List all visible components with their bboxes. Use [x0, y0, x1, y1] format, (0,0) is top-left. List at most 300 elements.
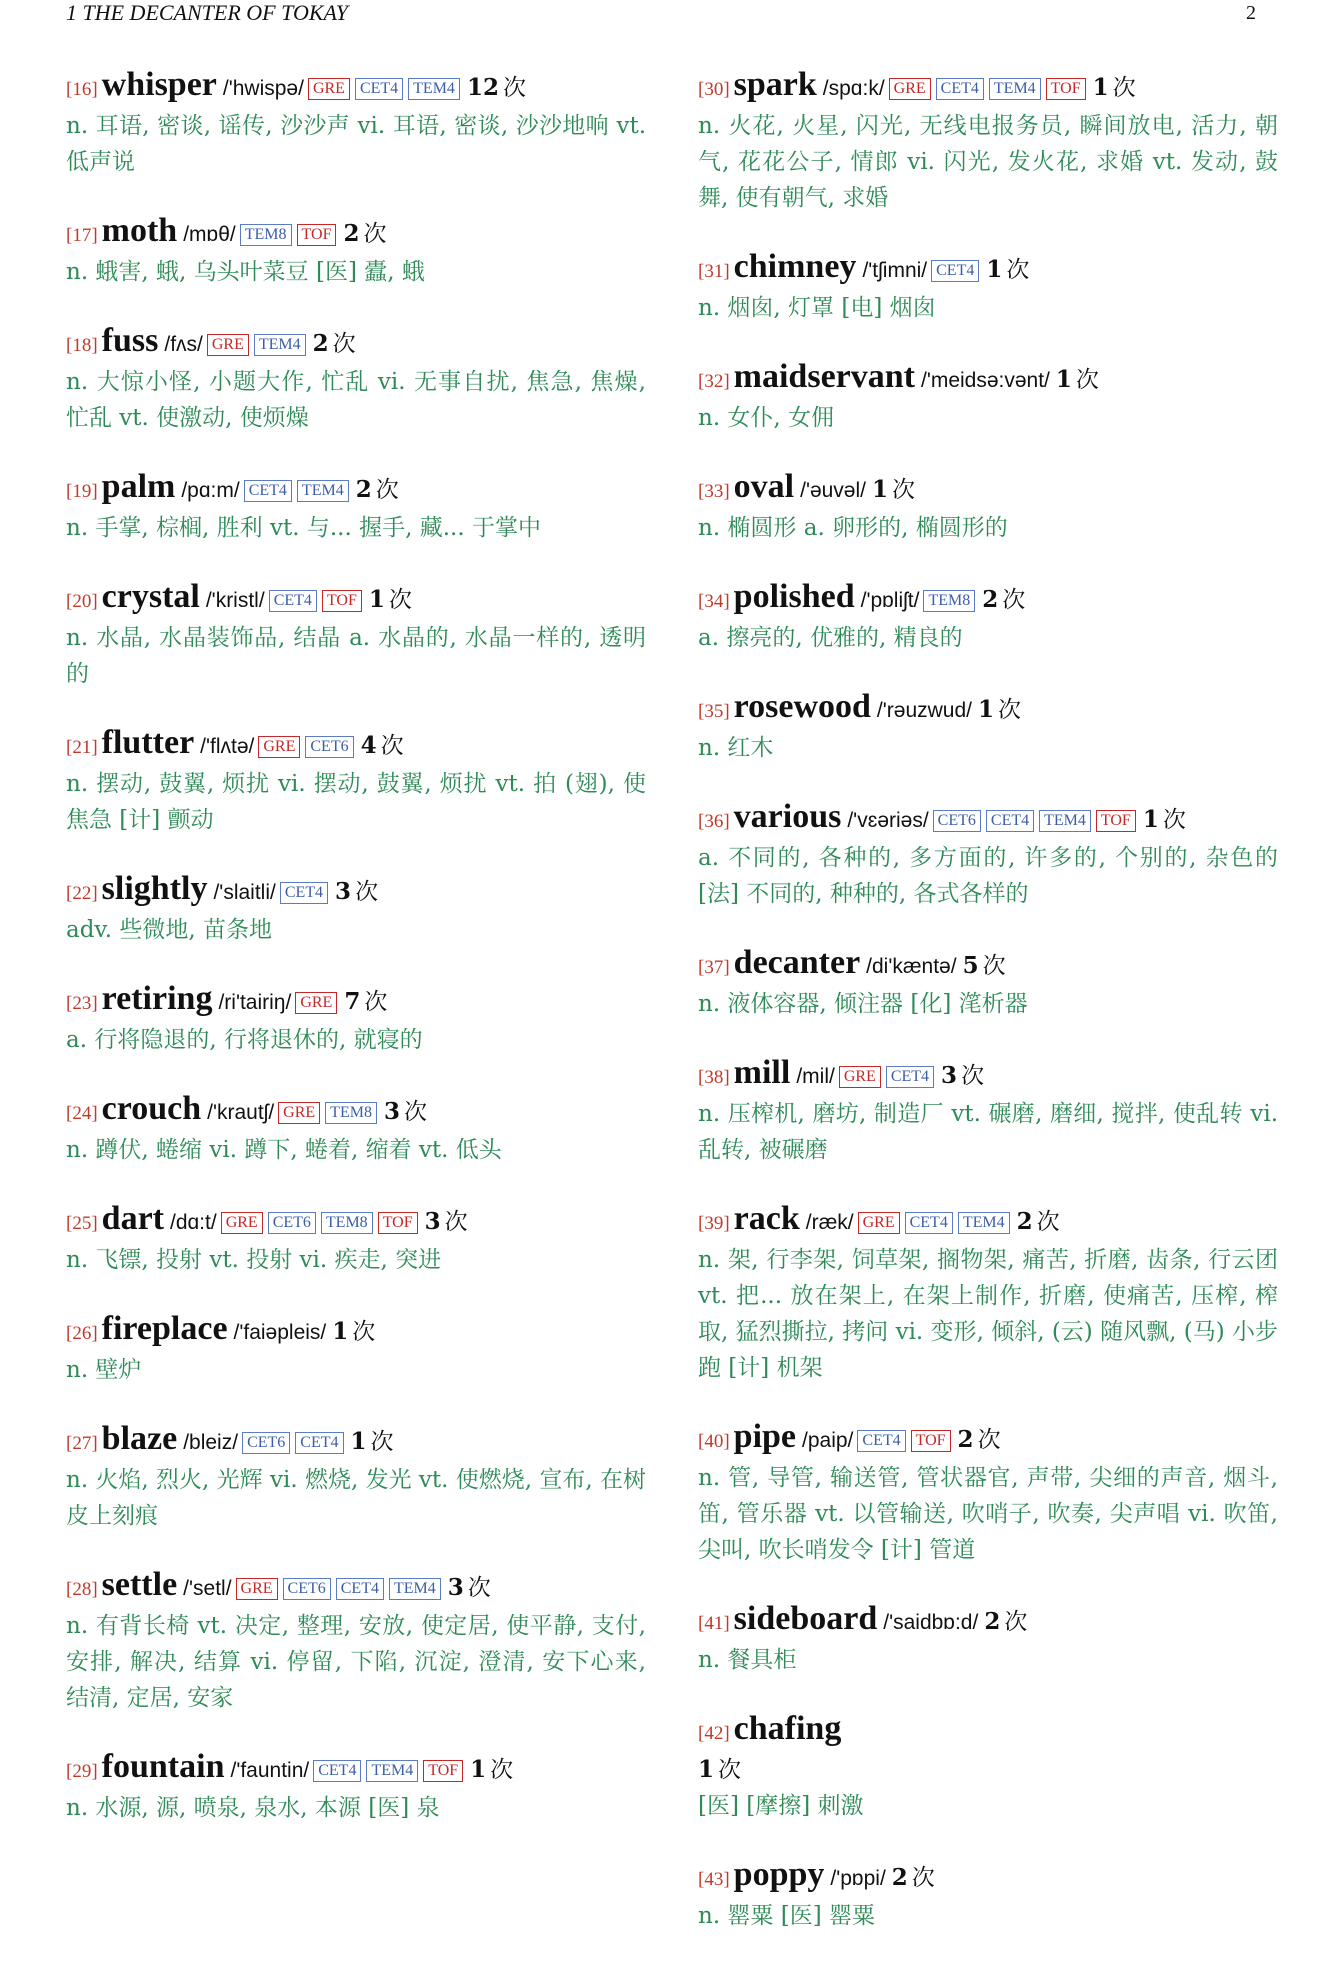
exam-tag-cet4: CET4: [857, 1430, 905, 1452]
exam-tag-gre: GRE: [207, 334, 249, 356]
count-number: 3: [335, 878, 352, 905]
headword: palm: [101, 468, 176, 505]
phonetic: /'slaitli/: [213, 881, 276, 904]
exam-tag-tof: TOF: [297, 224, 337, 246]
count-unit: 次: [977, 1427, 1001, 1453]
entry-number: [30]: [698, 79, 730, 100]
count-number: 5: [962, 952, 979, 979]
exam-tag-gre: GRE: [308, 78, 350, 100]
exam-tag-gre: GRE: [221, 1212, 263, 1234]
exam-tag-tem4: TEM4: [366, 1760, 418, 1782]
exam-tag-tem8: TEM8: [321, 1212, 373, 1234]
count-unit: 次: [961, 1063, 985, 1089]
exam-tag-tem4: TEM4: [1039, 810, 1091, 832]
exam-tag-tem4: TEM4: [958, 1212, 1010, 1234]
phonetic: /'pɒpi/: [830, 1867, 886, 1890]
headword-line: [66, 866, 646, 912]
occurrence-count: [344, 979, 387, 1025]
definition: a. 不同的, 各种的, 多方面的, 许多的, 个别的, 杂色的 [法] 不同的, 种种的, 各式各样的: [698, 845, 1278, 907]
count-number: 2: [312, 330, 329, 357]
vocab-entry: [66, 1744, 646, 1826]
headword: crouch: [101, 1090, 202, 1127]
occurrence-count: [1017, 1199, 1060, 1245]
definition: n. 蹲伏, 蜷缩 vi. 蹲下, 蜷着, 缩着 vt. 低头: [66, 1137, 502, 1163]
definition: a. 行将隐退的, 行将退休的, 就寝的: [66, 1027, 423, 1053]
count-number: 1: [1055, 366, 1072, 393]
exam-tag-tof: TOF: [423, 1760, 463, 1782]
phonetic: /mɒθ/: [183, 223, 236, 246]
occurrence-count: [941, 1053, 984, 1099]
definition: [医] [摩擦] 刺激: [698, 1793, 864, 1819]
occurrence-count: [467, 65, 526, 111]
vocab-entry: [66, 866, 646, 948]
headword: pipe: [733, 1418, 797, 1455]
exam-tag-cet4: CET4: [931, 260, 979, 282]
occurrence-count: [982, 577, 1025, 623]
exam-tag-tem8: TEM8: [240, 224, 292, 246]
vocab-entry: [698, 62, 1278, 216]
exam-tag-gre: GRE: [278, 1102, 320, 1124]
occurrence-count: [470, 1747, 513, 1793]
count-number: 12: [466, 74, 499, 101]
headword-line: [66, 1416, 646, 1462]
occurrence-count: [698, 1752, 1278, 1788]
definition: n. 红木: [698, 735, 774, 761]
phonetic: /'vɛəriəs/: [847, 809, 929, 832]
definition: n. 罂粟 [医] 罂粟: [698, 1903, 876, 1929]
definition: n. 火焰, 烈火, 光辉 vi. 燃烧, 发光 vt. 使燃烧, 宣布, 在树皮上刻痕: [66, 1467, 646, 1529]
vocab-entry: [66, 1306, 646, 1388]
entry-number: [20]: [66, 591, 98, 612]
entry-number: [42]: [698, 1723, 730, 1744]
entry-number: [25]: [66, 1213, 98, 1234]
phonetic: /bleiz/: [183, 1431, 239, 1454]
occurrence-count: [351, 1419, 394, 1465]
count-number: 1: [350, 1428, 367, 1455]
exam-tag-tof: TOF: [1046, 78, 1086, 100]
count-number: 2: [984, 1608, 1001, 1635]
exam-tag-cet6: CET6: [283, 1578, 331, 1600]
vocab-entry: [66, 574, 646, 692]
headword-line: [698, 574, 1278, 620]
count-unit: 次: [892, 477, 916, 503]
phonetic: /spɑ:k/: [822, 77, 885, 100]
phonetic: /mil/: [796, 1065, 835, 1088]
count-unit: 次: [363, 221, 387, 247]
headword-line: [698, 62, 1278, 108]
exam-tag-gre: GRE: [295, 992, 337, 1014]
exam-tag-cet4: CET4: [905, 1212, 953, 1234]
vocab-entry: [698, 1706, 1278, 1824]
count-unit: 次: [388, 587, 412, 613]
headword-line: [698, 1414, 1278, 1460]
headword-line: [66, 1562, 646, 1608]
occurrence-count: [343, 211, 386, 257]
phonetic: /'hwispə/: [222, 77, 304, 100]
exam-tag-gre: GRE: [858, 1212, 900, 1234]
headword: maidservant: [733, 358, 915, 395]
definition: adv. 些微地, 苗条地: [66, 917, 272, 943]
occurrence-count: [332, 1309, 375, 1355]
count-unit: 次: [1002, 587, 1026, 613]
occurrence-count: [984, 1599, 1027, 1645]
entry-number: [24]: [66, 1103, 98, 1124]
headword-line: [66, 976, 646, 1022]
occurrence-count: [1093, 65, 1136, 111]
occurrence-count: [425, 1199, 468, 1245]
count-unit: 次: [490, 1757, 514, 1783]
exam-tag-cet6: CET6: [933, 810, 981, 832]
exam-tag-tof: TOF: [911, 1430, 951, 1452]
headword: slightly: [101, 870, 208, 907]
definition: n. 压榨机, 磨坊, 制造厂 vt. 碾磨, 磨细, 搅拌, 使乱转 vi. 乱转, 被碾磨: [698, 1101, 1278, 1163]
entry-number: [41]: [698, 1613, 730, 1634]
exam-tag-cet4: CET4: [336, 1578, 384, 1600]
entry-number: [40]: [698, 1431, 730, 1452]
exam-tag-cet4: CET4: [986, 810, 1034, 832]
headword-line: [66, 574, 646, 620]
entry-number: [37]: [698, 957, 730, 978]
definition: n. 架, 行李架, 饲草架, 搁物架, 痛苦, 折磨, 齿条, 行云团 vt. 把... 放在架上, 在架上制作, 折磨, 使痛苦, 压榨, 榨取, 猛烈撕拉, 拷问 vi. 变形, 倾斜, (云) 随风飘, (马) 小步跑 [计] 机架: [698, 1247, 1278, 1381]
count-unit: 次: [370, 1429, 394, 1455]
count-number: 2: [343, 220, 360, 247]
count-unit: 次: [1112, 75, 1136, 101]
vocab-entry: [66, 976, 646, 1058]
vocab-entry: [698, 1852, 1278, 1934]
count-number: 3: [447, 1574, 464, 1601]
count-number: 1: [368, 586, 385, 613]
definition: n. 摆动, 鼓翼, 烦扰 vi. 摆动, 鼓翼, 烦扰 vt. 拍 (翅), 使焦急 [计] 颤动: [66, 771, 646, 833]
count-unit: 次: [444, 1209, 468, 1235]
vocab-entry: [698, 1414, 1278, 1568]
phonetic: /'faiəpleis/: [233, 1321, 327, 1344]
exam-tag-tem4: TEM4: [254, 334, 306, 356]
headword: flutter: [101, 724, 195, 761]
phonetic: /'meidsə:vənt/: [920, 369, 1050, 392]
entry-number: [22]: [66, 883, 98, 904]
page-number: 2: [1246, 2, 1256, 24]
definition: n. 蛾害, 蛾, 乌头叶菜豆 [医] 蠹, 蛾: [66, 259, 425, 285]
phonetic: /'saidbɒ:d/: [883, 1611, 979, 1634]
occurrence-count: [892, 1855, 935, 1901]
definition: n. 有背长椅 vt. 决定, 整理, 安放, 使定居, 使平静, 支付, 安排, 解决, 结算 vi. 停留, 下陷, 沉淀, 澄清, 安下心来, 结清, 定居, 安家: [66, 1613, 646, 1711]
count-number: 4: [360, 732, 377, 759]
occurrence-count: [313, 321, 356, 367]
entry-number: [18]: [66, 335, 98, 356]
count-unit: 次: [375, 477, 399, 503]
count-number: 2: [891, 1864, 908, 1891]
exam-tag-tem4: TEM4: [389, 1578, 441, 1600]
occurrence-count: [963, 943, 1006, 989]
vocab-entry: [698, 794, 1278, 912]
headword-line: [698, 244, 1278, 290]
entry-number: [36]: [698, 811, 730, 832]
headword-line: [66, 1196, 646, 1242]
count-unit: 次: [718, 1757, 742, 1783]
phonetic: /fʌs/: [164, 333, 203, 356]
vocab-entry: [698, 244, 1278, 326]
headword: rosewood: [733, 688, 871, 725]
headword: dart: [101, 1200, 164, 1237]
phonetic: /dɑ:t/: [169, 1211, 217, 1234]
count-number: 7: [344, 988, 361, 1015]
phonetic: /'setl/: [183, 1577, 232, 1600]
exam-tag-cet4: CET4: [313, 1760, 361, 1782]
phonetic: /'krautʃ/: [207, 1101, 275, 1124]
count-unit: 次: [380, 733, 404, 759]
headword-line: [698, 1196, 1278, 1242]
headword-line: [698, 1706, 1278, 1752]
definition: n. 大惊小怪, 小题大作, 忙乱 vi. 无事自扰, 焦急, 焦燥, 忙乱 vt. 使激动, 使烦燥: [66, 369, 646, 431]
phonetic: /ri'tairiŋ/: [218, 991, 292, 1014]
headword-line: [698, 940, 1278, 986]
headword-line: [66, 464, 646, 510]
exam-tag-cet6: CET6: [268, 1212, 316, 1234]
headword-line: [698, 1050, 1278, 1096]
count-unit: 次: [403, 1099, 427, 1125]
exam-tag-gre: GRE: [258, 736, 300, 758]
entry-number: [38]: [698, 1067, 730, 1088]
entry-number: [23]: [66, 993, 98, 1014]
headword-line: [698, 684, 1278, 730]
exam-tag-tem4: TEM4: [297, 480, 349, 502]
count-number: 1: [470, 1756, 487, 1783]
occurrence-count: [1143, 797, 1186, 843]
entry-number: [32]: [698, 371, 730, 392]
exam-tag-tof: TOF: [322, 590, 362, 612]
left-column: [66, 62, 646, 1854]
headword: blaze: [101, 1420, 178, 1457]
definition: n. 耳语, 密谈, 谣传, 沙沙声 vi. 耳语, 密谈, 沙沙地响 vt. 低声说: [66, 113, 646, 175]
headword: decanter: [733, 944, 861, 981]
vocab-entry: [66, 208, 646, 290]
exam-tag-cet4: CET4: [295, 1432, 343, 1454]
count-unit: 次: [364, 989, 388, 1015]
occurrence-count: [356, 467, 399, 513]
headword-line: [66, 1086, 646, 1132]
count-number: 1: [1142, 806, 1159, 833]
headword-line: [698, 1596, 1278, 1642]
definition: n. 椭圆形 a. 卵形的, 椭圆形的: [698, 515, 1008, 541]
headword-line: [698, 1852, 1278, 1898]
occurrence-count: [361, 723, 404, 769]
headword: moth: [101, 212, 178, 249]
exam-tag-tem4: TEM4: [408, 78, 460, 100]
phonetic: /'tʃimni/: [862, 259, 928, 282]
headword-line: [698, 794, 1278, 840]
headword: chafing: [733, 1710, 842, 1747]
vocab-entry: [66, 1196, 646, 1278]
count-number: 3: [383, 1098, 400, 1125]
entry-number: [43]: [698, 1869, 730, 1890]
entry-number: [35]: [698, 701, 730, 722]
entry-number: [17]: [66, 225, 98, 246]
entry-number: [27]: [66, 1433, 98, 1454]
headword: fountain: [101, 1748, 225, 1785]
exam-tag-gre: GRE: [236, 1578, 278, 1600]
count-number: 1: [872, 476, 889, 503]
occurrence-count: [872, 467, 915, 513]
vocab-entry: [698, 464, 1278, 546]
exam-tag-tem8: TEM8: [325, 1102, 377, 1124]
headword: sideboard: [733, 1600, 878, 1637]
definition: n. 壁炉: [66, 1357, 142, 1383]
count-number: 1: [977, 696, 994, 723]
vocab-entry: [698, 354, 1278, 436]
exam-tag-cet6: CET6: [305, 736, 353, 758]
vocab-entry: [698, 684, 1278, 766]
exam-tag-cet4: CET4: [936, 78, 984, 100]
occurrence-count: [384, 1089, 427, 1135]
entry-number: [34]: [698, 591, 730, 612]
headword-line: [66, 208, 646, 254]
exam-tag-cet4: CET4: [886, 1066, 934, 1088]
exam-tag-cet4: CET4: [269, 590, 317, 612]
count-unit: 次: [982, 953, 1006, 979]
headword: polished: [733, 578, 855, 615]
count-unit: 次: [1006, 257, 1030, 283]
vocab-entry: [698, 940, 1278, 1022]
phonetic: /ræk/: [805, 1211, 854, 1234]
phonetic: /pɑ:m/: [181, 479, 240, 502]
headword: fireplace: [101, 1310, 228, 1347]
definition: a. 擦亮的, 优雅的, 精良的: [698, 625, 963, 651]
headword-line: [66, 720, 646, 766]
count-number: 1: [1092, 74, 1109, 101]
entry-number: [21]: [66, 737, 98, 758]
definition: n. 水源, 源, 喷泉, 泉水, 本源 [医] 泉: [66, 1795, 440, 1821]
count-unit: 次: [998, 697, 1021, 723]
running-title: 1 THE DECANTER OF TOKAY: [66, 0, 348, 25]
phonetic: /'rəuzwud/: [876, 699, 972, 722]
definition: n. 飞镖, 投射 vt. 投射 vi. 疾走, 突进: [66, 1247, 442, 1273]
entry-number: [16]: [66, 79, 98, 100]
vocab-entry: [698, 574, 1278, 656]
count-number: 1: [986, 256, 1003, 283]
count-unit: 次: [1162, 807, 1186, 833]
exam-tag-cet4: CET4: [244, 480, 292, 502]
headword-line: [66, 62, 646, 108]
phonetic: /'kristl/: [205, 589, 265, 612]
exam-tag-cet4: CET4: [280, 882, 328, 904]
headword-line: [698, 464, 1278, 510]
headword-line: [698, 354, 1278, 400]
vocab-entry: [66, 318, 646, 436]
definition: n. 餐具柜: [698, 1647, 797, 1673]
headword: crystal: [101, 578, 200, 615]
occurrence-count: [369, 577, 412, 623]
occurrence-count: [978, 687, 1021, 733]
phonetic: /'pɒliʃt/: [860, 589, 920, 612]
right-column: [698, 62, 1278, 1962]
definition: n. 管, 导管, 输送管, 管状器官, 声带, 尖细的声音, 烟斗, 笛, 管乐器 vt. 以管输送, 吹哨子, 吹奏, 尖声唱 vi. 吹笛, 尖叫, 吹长哨发令 [计] 管道: [698, 1465, 1278, 1563]
occurrence-count: [1056, 357, 1099, 403]
count-number: 3: [424, 1208, 441, 1235]
entry-number: [19]: [66, 481, 98, 502]
definition: n. 烟囱, 灯罩 [电] 烟囱: [698, 295, 936, 321]
count-unit: 次: [352, 1319, 376, 1345]
vocab-entry: [66, 1086, 646, 1168]
definition: n. 手掌, 棕榈, 胜利 vt. 与... 握手, 藏... 于掌中: [66, 515, 541, 541]
count-number: 2: [1016, 1208, 1033, 1235]
phonetic: /'əuvəl/: [800, 479, 866, 502]
definition: n. 女仆, 女佣: [698, 405, 835, 431]
count-unit: 次: [911, 1865, 935, 1891]
exam-tag-gre: GRE: [839, 1066, 881, 1088]
exam-tag-tem4: TEM4: [989, 78, 1041, 100]
occurrence-count: [986, 247, 1029, 293]
entry-number: [31]: [698, 261, 730, 282]
headword-line: [66, 318, 646, 364]
headword: chimney: [733, 248, 857, 285]
phonetic: /'flʌtə/: [200, 735, 255, 758]
headword: oval: [733, 468, 795, 505]
count-number: 1: [332, 1318, 349, 1345]
exam-tag-tof: TOF: [378, 1212, 418, 1234]
headword: various: [733, 798, 842, 835]
vocab-entry: [66, 720, 646, 838]
count-unit: 次: [1036, 1209, 1060, 1235]
page-header: [66, 0, 1256, 28]
headword: settle: [101, 1566, 178, 1603]
vocab-entry: [698, 1596, 1278, 1678]
headword-line: [66, 1744, 646, 1790]
headword: rack: [733, 1200, 800, 1237]
count-unit: 次: [467, 1575, 491, 1601]
exam-tag-tem8: TEM8: [923, 590, 975, 612]
entry-number: [26]: [66, 1323, 98, 1344]
entry-number: [28]: [66, 1579, 98, 1600]
count-unit: 次: [502, 75, 526, 101]
vocab-entry: [698, 1050, 1278, 1168]
entry-number: [29]: [66, 1761, 98, 1782]
exam-tag-tof: TOF: [1096, 810, 1136, 832]
vocab-entry: [66, 1416, 646, 1534]
headword: retiring: [101, 980, 213, 1017]
vocab-entry: [66, 464, 646, 546]
headword: mill: [733, 1054, 791, 1091]
exam-tag-cet4: CET4: [355, 78, 403, 100]
headword: fuss: [101, 322, 159, 359]
definition: n. 液体容器, 倾注器 [化] 滗析器: [698, 991, 1028, 1017]
occurrence-count: [335, 869, 378, 915]
count-number: 1: [698, 1756, 715, 1783]
headword: spark: [733, 66, 817, 103]
vocab-entry: [66, 62, 646, 180]
count-unit: 次: [332, 331, 356, 357]
entry-number: [33]: [698, 481, 730, 502]
definition: n. 火花, 火星, 闪光, 无线电报务员, 瞬间放电, 活力, 朝气, 花花公子, 情郎 vi. 闪光, 发火花, 求婚 vt. 发动, 鼓舞, 使有朝气, 求婚: [698, 113, 1278, 211]
vocab-entry: [66, 1562, 646, 1716]
headword: poppy: [733, 1856, 825, 1893]
count-unit: 次: [1004, 1609, 1028, 1635]
count-number: 2: [957, 1426, 974, 1453]
headword: whisper: [101, 66, 217, 103]
occurrence-count: [448, 1565, 491, 1611]
definition: n. 水晶, 水晶装饰品, 结晶 a. 水晶的, 水晶一样的, 透明的: [66, 625, 646, 687]
count-unit: 次: [1075, 367, 1099, 393]
phonetic: /di'kæntə/: [866, 955, 957, 978]
exam-tag-gre: GRE: [889, 78, 931, 100]
count-unit: 次: [355, 879, 379, 905]
entry-number: [39]: [698, 1213, 730, 1234]
headword-line: [66, 1306, 646, 1352]
count-number: 2: [982, 586, 999, 613]
phonetic: /'fauntin/: [230, 1759, 310, 1782]
exam-tag-cet6: CET6: [242, 1432, 290, 1454]
occurrence-count: [958, 1417, 1001, 1463]
count-number: 3: [941, 1062, 958, 1089]
